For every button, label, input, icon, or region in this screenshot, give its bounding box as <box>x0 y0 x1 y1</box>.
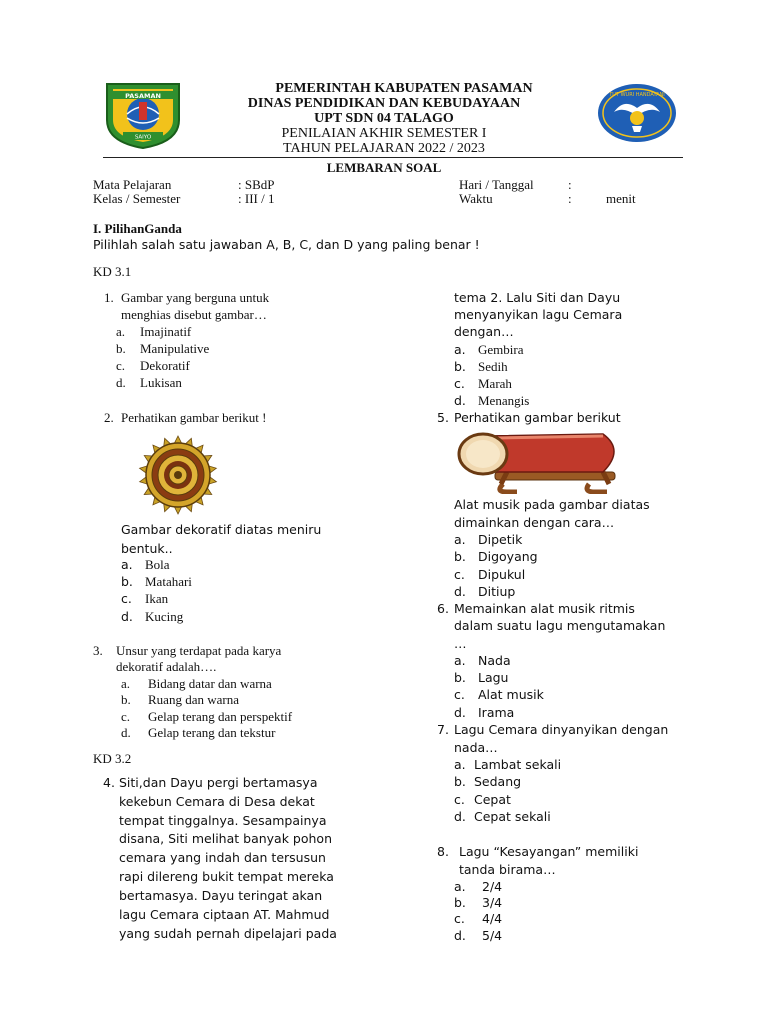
q1-option-b-text: Manipulative <box>140 341 210 356</box>
q6-option-a-text: Nada <box>478 653 511 668</box>
q7-option-b-text: Sedang <box>474 774 522 789</box>
q1-option-a-text: Imajinatif <box>140 324 192 339</box>
q7-option-d-letter: d. <box>454 809 466 824</box>
q3-option-d-text: Gelap terang dan tekstur <box>148 725 276 740</box>
q1-number: 1. <box>104 290 114 305</box>
q3-number: 3. <box>93 643 103 658</box>
q8-text-line2: tanda birama… <box>459 862 556 877</box>
q2-option-a-text: Bola <box>145 557 170 572</box>
q4-option-d-text: Menangis <box>478 393 530 408</box>
section-title: I. PilihanGanda <box>93 221 182 236</box>
kd-3-2-label: KD 3.2 <box>93 751 132 766</box>
q4-option-c-letter: c. <box>454 376 465 391</box>
q6-option-b-text: Lagu <box>478 670 509 685</box>
q3-option-d-letter: d. <box>121 725 131 740</box>
q1-option-d-text: Lukisan <box>140 375 182 390</box>
q3-option-b-letter: b. <box>121 692 131 707</box>
q5-text-line3: dimainkan dengan cara… <box>454 515 615 530</box>
q8-option-c-text: 4/4 <box>482 911 503 926</box>
q1-option-a-letter: a. <box>116 324 126 339</box>
q2-text-line1: Perhatikan gambar berikut ! <box>121 410 267 425</box>
q4-text-line9: yang sudah pernah dipelajari pada <box>119 926 337 941</box>
q6-option-b-letter: b. <box>454 670 466 685</box>
header-academic-year: TAHUN PELAJARAN 2022 / 2023 <box>283 141 485 156</box>
drum-instrument-image <box>455 428 627 494</box>
kd-3-1-label: KD 3.1 <box>93 264 132 279</box>
subject-value: : SBdP <box>238 177 275 192</box>
q6-option-a-letter: a. <box>454 653 466 668</box>
q8-text-line1: Lagu “Kesayangan” memiliki <box>459 844 639 859</box>
q2-text-line2: Gambar dekoratif diatas meniru <box>121 522 322 537</box>
q5-number: 5. <box>437 410 449 425</box>
q4-text-line6: rapi dilereng bukit tempat mereka <box>119 869 334 884</box>
q1-option-c-letter: c. <box>116 358 126 373</box>
time-label: Waktu <box>459 191 493 206</box>
q5-option-c-letter: c. <box>454 567 465 582</box>
q4-text-line1: Siti,dan Dayu pergi bertamasya <box>119 775 318 790</box>
q3-text-line1: Unsur yang terdapat pada karya <box>116 643 282 658</box>
q4-text-line5: cemara yang indah dan tersusun <box>119 850 326 865</box>
left-logo-bottom-text: SAIYO <box>134 134 152 141</box>
time-colon: : <box>568 191 572 206</box>
q4-option-c-text: Marah <box>478 376 512 391</box>
class-label: Kelas / Semester <box>93 191 181 206</box>
q7-text-line2: nada… <box>454 740 498 755</box>
q2-text-line3: bentuk.. <box>121 541 173 556</box>
q4-text-line2: kekebun Cemara di Desa dekat <box>119 794 315 809</box>
q5-option-a-text: Dipetik <box>478 532 523 547</box>
time-unit: menit <box>606 191 636 206</box>
q7-option-d-text: Cepat sekali <box>474 809 551 824</box>
header-assessment: PENILAIAN AKHIR SEMESTER I <box>281 126 487 141</box>
q2-option-d-letter: d. <box>121 609 133 624</box>
header-school: UPT SDN 04 TALAGO <box>314 111 454 126</box>
q7-number: 7. <box>437 722 449 737</box>
q1-text-line1: Gambar yang berguna untuk <box>121 290 270 305</box>
q8-option-a-letter: a. <box>454 879 466 894</box>
day-value: : <box>568 177 572 192</box>
q3-option-b-text: Ruang dan warna <box>148 692 239 707</box>
q2-option-b-text: Matahari <box>145 574 192 589</box>
class-value: : III / 1 <box>238 191 275 206</box>
q3-option-a-text: Bidang datar dan warna <box>148 676 272 691</box>
q1-text-line2: menghias disebut gambar… <box>121 307 267 322</box>
q6-text-line2: dalam suatu lagu mengutamakan <box>454 618 666 633</box>
q2-option-c-text: Ikan <box>145 591 169 606</box>
q8-option-b-text: 3/4 <box>482 895 503 910</box>
subject-label: Mata Pelajaran <box>93 177 172 192</box>
q4-cont-line1: tema 2. Lalu Siti dan Dayu <box>454 290 621 305</box>
q2-number: 2. <box>104 410 114 425</box>
q4-option-a-letter: a. <box>454 342 466 357</box>
q3-option-c-text: Gelap terang dan perspektif <box>148 709 293 724</box>
q4-text-line7: bertamasya. Dayu teringat akan <box>119 888 323 903</box>
q7-option-c-letter: c. <box>454 792 465 807</box>
q4-option-b-text: Sedih <box>478 359 508 374</box>
q4-option-b-letter: b. <box>454 359 466 374</box>
q1-option-b-letter: b. <box>116 341 126 356</box>
q7-option-a-letter: a. <box>454 757 466 772</box>
header-department: DINAS PENDIDIKAN DAN KEBUDAYAAN <box>247 96 521 111</box>
left-logo-top-text: PASAMAN <box>125 92 161 100</box>
q7-option-b-letter: b. <box>454 774 466 789</box>
q6-option-d-letter: d. <box>454 705 466 720</box>
q6-text-line1: Memainkan alat musik ritmis <box>454 601 635 616</box>
q2-option-c-letter: c. <box>121 591 132 606</box>
q4-text-line3: tempat tinggalnya. Sesampainya <box>119 813 327 828</box>
right-logo-text: TUT WURI HANDAYANI <box>609 92 665 98</box>
q6-number: 6. <box>437 601 449 616</box>
q8-option-d-letter: d. <box>454 928 466 943</box>
q2-option-d-text: Kucing <box>145 609 184 624</box>
day-label: Hari / Tanggal <box>459 177 534 192</box>
q8-option-b-letter: b. <box>454 895 466 910</box>
section-instruction: Pilihlah salah satu jawaban A, B, C, dan D yang paling benar ! <box>93 237 480 252</box>
decorative-mandala-image <box>118 435 238 515</box>
q8-option-c-letter: c. <box>454 911 465 926</box>
q4-text-line4: disana, Siti melihat banyak pohon <box>119 831 332 846</box>
sheet-title: LEMBARAN SOAL <box>326 160 442 175</box>
q2-option-a-letter: a. <box>121 557 133 572</box>
q4-option-d-letter: d. <box>454 393 466 408</box>
q2-option-b-letter: b. <box>121 574 133 589</box>
q5-option-a-letter: a. <box>454 532 466 547</box>
q4-number: 4. <box>103 775 115 790</box>
q1-option-c-text: Dekoratif <box>140 358 190 373</box>
q5-text-line1: Perhatikan gambar berikut <box>454 410 621 425</box>
q4-cont-line2: menyanyikan lagu Cemara <box>454 307 623 322</box>
q6-option-c-text: Alat musik <box>478 687 544 702</box>
q3-option-c-letter: c. <box>121 709 131 724</box>
q8-number: 8. <box>437 844 449 859</box>
header-divider <box>103 157 683 158</box>
q7-option-a-text: Lambat sekali <box>474 757 562 772</box>
q3-option-a-letter: a. <box>121 676 131 691</box>
q8-option-d-text: 5/4 <box>482 928 503 943</box>
q5-option-b-text: Digoyang <box>478 549 538 564</box>
q4-text-line8: lagu Cemara ciptaan AT. Mahmud <box>119 907 330 922</box>
q4-cont-line3: dengan… <box>454 324 514 339</box>
q5-option-b-letter: b. <box>454 549 466 564</box>
q6-text-line3: … <box>454 636 467 651</box>
q8-option-a-text: 2/4 <box>482 879 503 894</box>
header-government: PEMERINTAH KABUPATEN PASAMAN <box>275 81 533 96</box>
q7-option-c-text: Cepat <box>474 792 511 807</box>
q6-option-d-text: Irama <box>478 705 515 720</box>
q5-option-c-text: Dipukul <box>478 567 526 582</box>
q3-text-line2: dekoratif adalah…. <box>116 659 217 674</box>
q4-option-a-text: Gembira <box>478 342 524 357</box>
q1-option-d-letter: d. <box>116 375 126 390</box>
q7-text-line1: Lagu Cemara dinyanyikan dengan <box>454 722 669 737</box>
q5-option-d-letter: d. <box>454 584 466 599</box>
q6-option-c-letter: c. <box>454 687 465 702</box>
q5-text-line2: Alat musik pada gambar diatas <box>454 497 650 512</box>
q5-option-d-text: Ditiup <box>478 584 516 599</box>
